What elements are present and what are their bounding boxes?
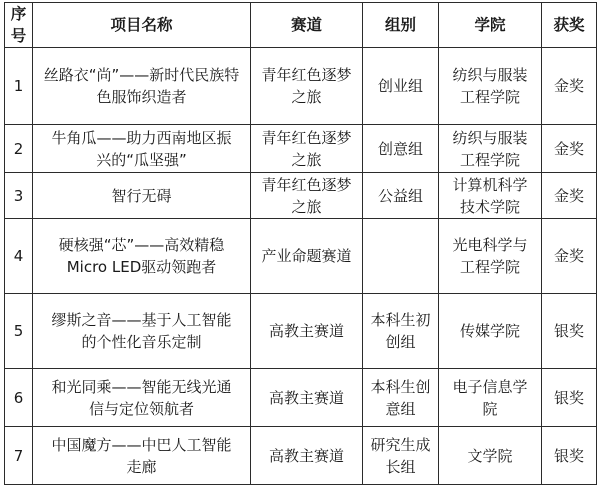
table-row [5, 48, 597, 125]
cell-track: 高教主赛道 [251, 427, 363, 485]
cell-group: 公益组 [363, 173, 439, 219]
table-row [5, 427, 597, 485]
cell-project-name: 和光同乘——智能无线光通 信与定位领航者 [33, 369, 251, 427]
cell-track: 产业命题赛道 [251, 219, 363, 294]
cell-award: 金奖 [542, 48, 597, 125]
cell-track: 青年红色逐梦 之旅 [251, 48, 363, 125]
table-row [5, 219, 597, 294]
cell-index: 2 [5, 125, 33, 173]
cell-track: 高教主赛道 [251, 369, 363, 427]
header-project-name: 项目名称 [33, 3, 251, 48]
cell-project-name: 智行无碍 [33, 173, 251, 219]
cell-award: 银奖 [542, 427, 597, 485]
awards-table [4, 2, 597, 485]
cell-project-name: 牛角瓜——助力西南地区振 兴的“瓜坚强” [33, 125, 251, 173]
cell-group: 创业组 [363, 48, 439, 125]
table-row [5, 125, 597, 173]
cell-college: 文学院 [439, 427, 542, 485]
cell-project-name: 缪斯之音——基于人工智能 的个性化音乐定制 [33, 294, 251, 369]
cell-group [363, 219, 439, 294]
cell-project-name: 丝路衣“尚”——新时代民族特 色服饰织造者 [33, 48, 251, 125]
cell-award: 金奖 [542, 219, 597, 294]
cell-index: 5 [5, 294, 33, 369]
header-college: 学院 [439, 3, 542, 48]
cell-college: 电子信息学 院 [439, 369, 542, 427]
cell-index: 1 [5, 48, 33, 125]
cell-college: 纺织与服装 工程学院 [439, 125, 542, 173]
cell-index: 6 [5, 369, 33, 427]
cell-college: 纺织与服装 工程学院 [439, 48, 542, 125]
cell-group: 本科生创 意组 [363, 369, 439, 427]
cell-award: 金奖 [542, 125, 597, 173]
cell-group: 本科生初 创组 [363, 294, 439, 369]
header-track: 赛道 [251, 3, 363, 48]
header-award: 获奖 [542, 3, 597, 48]
cell-college: 计算机科学 技术学院 [439, 173, 542, 219]
header-row [5, 3, 597, 48]
cell-college: 传媒学院 [439, 294, 542, 369]
cell-award: 银奖 [542, 294, 597, 369]
table-row [5, 294, 597, 369]
cell-group: 创意组 [363, 125, 439, 173]
cell-track: 青年红色逐梦 之旅 [251, 125, 363, 173]
cell-group: 研究生成 长组 [363, 427, 439, 485]
cell-track: 高教主赛道 [251, 294, 363, 369]
header-group: 组别 [363, 3, 439, 48]
cell-award: 金奖 [542, 173, 597, 219]
cell-award: 银奖 [542, 369, 597, 427]
cell-index: 7 [5, 427, 33, 485]
cell-project-name: 中国魔方——中巴人工智能 走廊 [33, 427, 251, 485]
cell-track: 青年红色逐梦 之旅 [251, 173, 363, 219]
cell-project-name: 硬核强“芯”——高效精稳 Micro LED驱动领跑者 [33, 219, 251, 294]
header-index: 序 号 [5, 3, 33, 48]
cell-index: 3 [5, 173, 33, 219]
cell-college: 光电科学与 工程学院 [439, 219, 542, 294]
cell-index: 4 [5, 219, 33, 294]
table-row [5, 369, 597, 427]
table-row [5, 173, 597, 219]
